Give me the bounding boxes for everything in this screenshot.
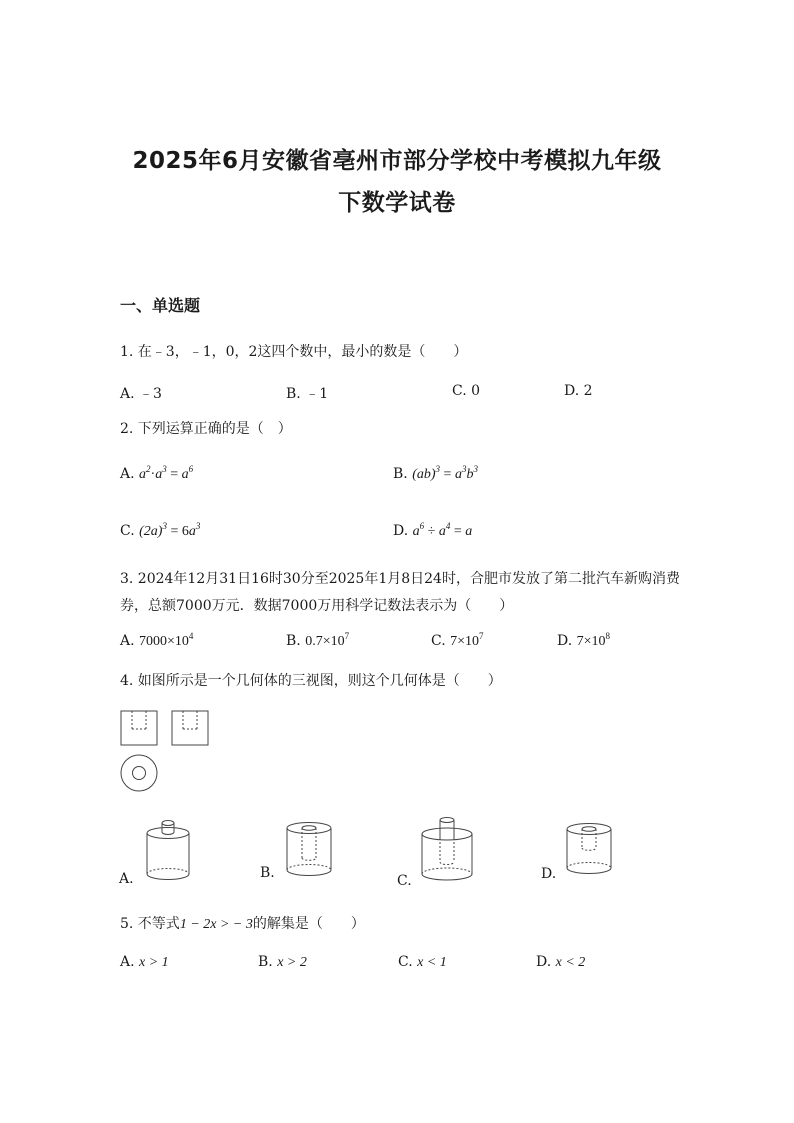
q4-option-b-label: B. [260, 865, 275, 881]
q5-option-d-label: D. [536, 954, 552, 970]
q2-option-b [393, 466, 478, 483]
question-5-stem: 5. 不等式1 − 2x > − 3的解集是（ ） [120, 916, 365, 932]
q4-option-a-label: A. [119, 871, 134, 887]
q2-option-a-label: A. [120, 466, 135, 482]
q2-option-a [120, 466, 193, 483]
q4-option-b-figure [281, 818, 337, 884]
q2-option-d-formula: $a^6 \div a^4 = a$ [412, 521, 473, 539]
q2-option-d-label: D. [393, 523, 409, 539]
q3-option-b-label: B. [286, 633, 301, 649]
exam-title-line-1: 2025年6月安徽省亳州市部分学校中考模拟九年级 [132, 148, 662, 174]
q5-option-c-formula: x < 1 [417, 955, 447, 970]
q3-option-c-label: C. [431, 633, 446, 649]
q4-option-a-figure [140, 818, 196, 888]
q5-option-d [536, 954, 585, 971]
q2-option-d [393, 523, 472, 540]
q5-option-b [258, 954, 307, 971]
q4-option-d-figure [562, 820, 616, 882]
inequality-formula: 1 − 2x > − 3 [179, 917, 253, 932]
q1-option-b: B. ﹣1 [286, 386, 329, 402]
q2-option-a-formula: $a^2\cdot a^3 = a^6$ [139, 464, 194, 482]
top-view [121, 755, 157, 791]
q3-option-d-formula: $7\times 10^8$ [576, 631, 611, 649]
q3-option-a-label: A. [120, 633, 135, 649]
question-3-stem: 3. 2024年12月31日16时30分至2025年1月8日24时，合肥市发放了第二批汽车新购消费券，总额7000万元．数据7000万用科学记数法表示为（ ） [120, 571, 680, 614]
q1-option-a: A. ﹣3 [120, 386, 162, 402]
q5-option-d-formula: x < 2 [555, 955, 586, 970]
q4-option-c-label: C. [397, 873, 412, 889]
q5-option-a [120, 954, 169, 971]
q5-option-b-formula: x > 2 [277, 955, 307, 970]
q2-option-c-label: C. [120, 523, 135, 539]
question-2-stem: 2. 下列运算正确的是（ ） [120, 421, 292, 437]
front-view [121, 711, 157, 745]
q2-option-c-formula: $(2a)^3 = 6a^3$ [139, 521, 201, 539]
q3-option-d [557, 633, 610, 650]
section-heading: 一、单选题 [120, 296, 201, 315]
q2-option-b-label: B. [393, 466, 408, 482]
q1-option-d: D. 2 [564, 383, 593, 399]
q4-option-d-label: D. [541, 866, 557, 882]
q5-option-c-label: C. [398, 954, 413, 970]
q5-option-c [398, 954, 447, 971]
q2-option-c [120, 523, 200, 540]
q5-option-a-formula: x > 1 [139, 955, 169, 970]
q3-option-a [120, 633, 193, 650]
q3-option-c-formula: $7\times 10^7$ [450, 631, 484, 649]
q3-option-a-formula: $7000\times 10^4$ [139, 631, 194, 649]
q5-option-a-label: A. [120, 954, 135, 970]
q5-option-b-label: B. [258, 954, 273, 970]
side-view [172, 711, 208, 745]
q3-option-d-label: D. [557, 633, 573, 649]
exam-title-line-2: 下数学试卷 [338, 190, 456, 216]
q3-option-c [431, 633, 484, 650]
exam-title [80, 140, 714, 224]
q3-option-b-formula: $0.7\times 10^7$ [305, 631, 350, 649]
q2-option-b-formula: $(ab)^3 = a^3b^3$ [412, 464, 478, 482]
question-4-stem: 4. 如图所示是一个几何体的三视图，则这个几何体是（ ） [120, 673, 502, 689]
q4-option-c-figure [418, 814, 476, 888]
q1-option-c: C. 0 [452, 383, 481, 399]
three-view-drawing [118, 708, 218, 798]
question-1-stem: 1. 在﹣3，﹣1，0，2这四个数中，最小的数是（ ） [120, 344, 468, 360]
q3-option-b [286, 633, 349, 650]
